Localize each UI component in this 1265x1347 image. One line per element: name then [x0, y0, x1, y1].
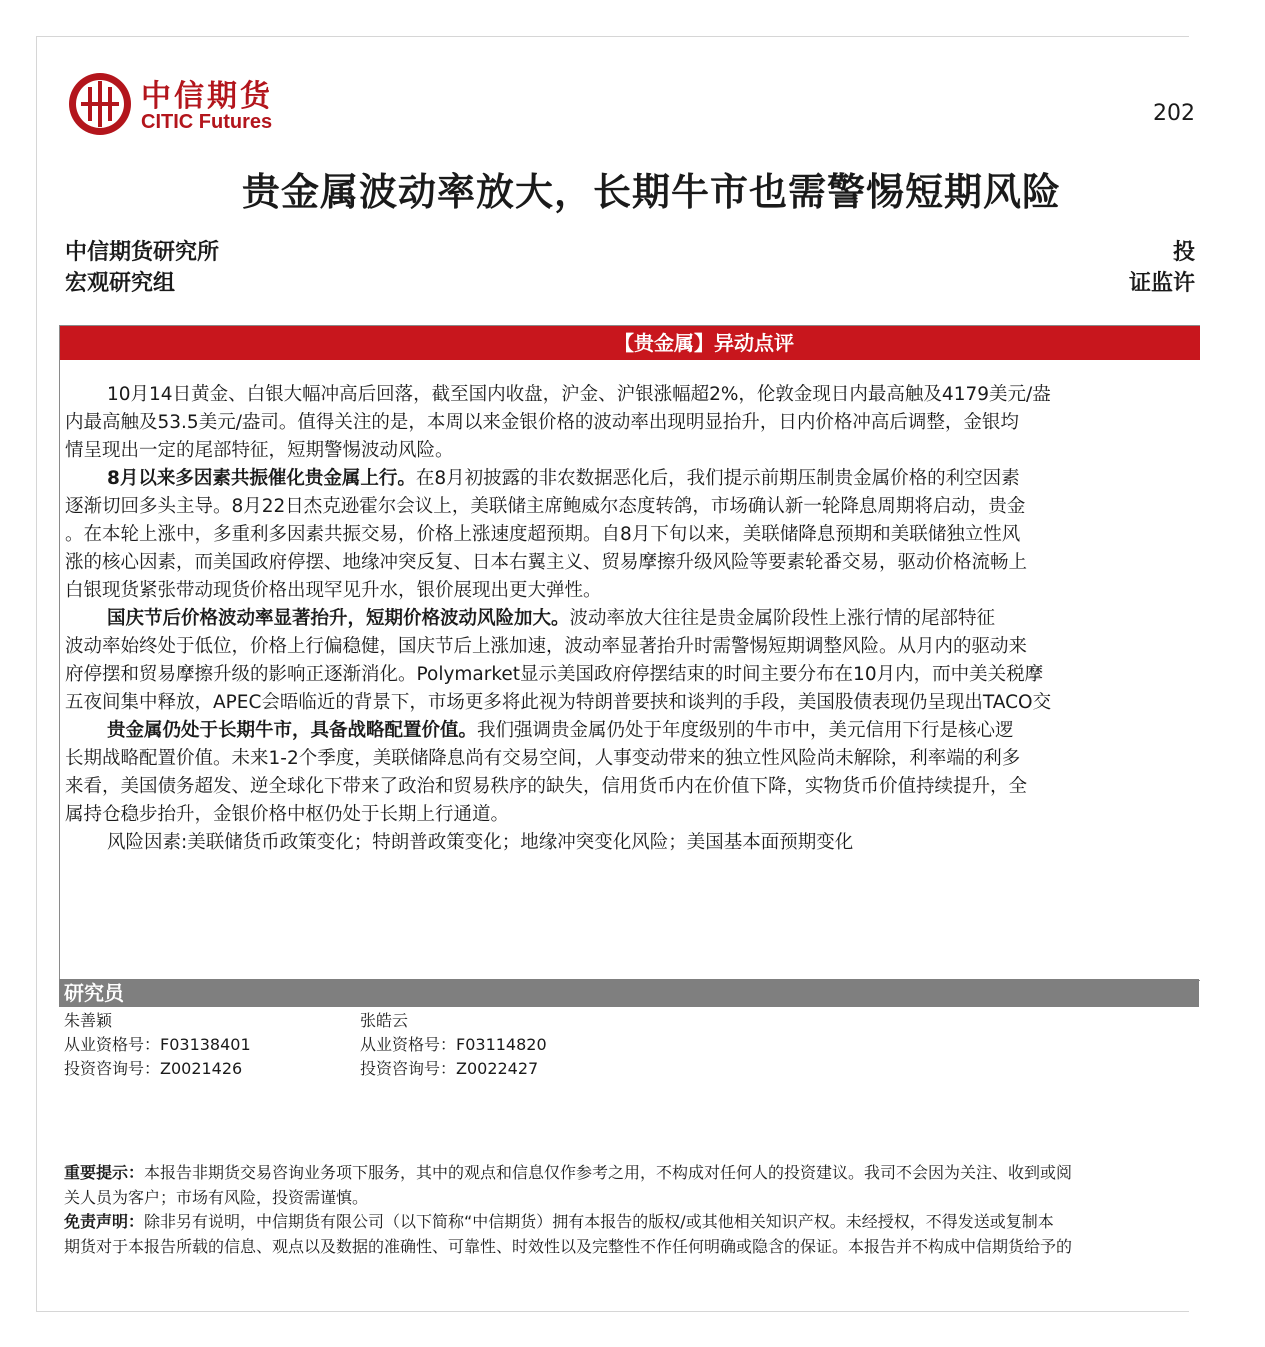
- researcher-qualification: 从业资格号：F03114820: [360, 1035, 547, 1054]
- important-notice-text: 本报告非期货交易咨询业务项下服务，其中的观点和信息仅作参考之用，不构成对任何人的投资建议。我司不会因为关注、收到或阅: [144, 1163, 1073, 1182]
- commentary-line: [65, 773, 1265, 801]
- commentary-line: [65, 661, 1265, 689]
- commentary-text: 逐渐切回多头主导。8月22日杰克逊霍尔会议上，美联储主席鲍威尔态度转鸽，市场确认新一轮降息周期将启动，贵金: [65, 496, 1026, 517]
- commentary-line: [65, 829, 1265, 857]
- commentary-line: [65, 633, 1265, 661]
- commentary-body: [65, 381, 1265, 857]
- commentary-heading-bar: [60, 326, 1200, 360]
- group-name: 宏观研究组: [65, 271, 176, 296]
- commentary-line: [65, 521, 1265, 549]
- institute-name: 中信期货研究所: [65, 240, 220, 265]
- brand-name-cn: 中信期货: [141, 79, 273, 114]
- paragraph-lead-heading: 国庆节后价格波动率显著抬升，短期价格波动风险加大。: [107, 608, 570, 629]
- commentary-text: 风险因素:美联储货币政策变化；特朗普政策变化；地缘冲突变化风险；美国基本面预期变化: [107, 832, 854, 853]
- commentary-line: [65, 689, 1265, 717]
- commentary-line: [65, 605, 1265, 633]
- commentary-text: 涨的核心因素，而美国政府停摆、地缘冲突反复、日本右翼主义、贸易摩擦升级风险等要素轮番交易，驱动价格流畅上: [65, 552, 1028, 573]
- commentary-line: [65, 577, 1265, 605]
- commentary-text: 属持仓稳步抬升，金银价格中枢仍处于长期上行通道。: [65, 804, 510, 825]
- citic-logo-icon: [67, 71, 133, 137]
- commentary-text: 波动率始终处于低位，价格上行偏稳健，国庆节后上涨加速，波动率显著抬升时需警惕短期调整风险。从月内的驱动来: [65, 636, 1028, 657]
- paragraph-lead-heading: 贵金属仍处于长期牛市，具备战略配置价值。: [107, 720, 478, 741]
- commentary-text: 白银现货紧张带动现货价格出现罕见升水，银价展现出更大弹性。: [65, 580, 602, 601]
- commentary-text: 来看，美国债务超发、逆全球化下带来了政治和贸易秩序的缺失，信用货币内在价值下降，实物货币价值持续提升，全: [65, 776, 1028, 797]
- paragraph-lead-heading: 8月以来多因素共振催化贵金属上行。: [107, 468, 416, 489]
- researcher-consult-number: 投资咨询号：Z0021426: [64, 1059, 243, 1078]
- commentary-line: [65, 801, 1265, 829]
- important-notice-label: 重要提示：: [64, 1163, 145, 1182]
- org-block: [65, 237, 219, 299]
- commentary-text: 五夜间集中释放，APEC会晤临近的背景下，市场更多将此视为特朗普要挟和谈判的手段，美国股债表现仍呈现出TACO交: [65, 692, 1052, 713]
- commentary-text: 情呈现出一定的尾部特征，短期警惕波动风险。: [65, 440, 454, 461]
- commentary-text: 。在本轮上涨中，多重利多因素共振交易，价格上涨速度超预期。自8月下旬以来，美联储降息预期和美联储独立性风: [65, 524, 1021, 545]
- brand-name-en: CITIC Futures: [141, 111, 273, 133]
- researcher-card: [64, 1009, 251, 1081]
- researcher-heading-bar: [59, 979, 1199, 1007]
- commentary-line: [65, 717, 1265, 745]
- commentary-text: 长期战略配置价值。未来1-2个季度，美联储降息尚有交易空间，人事变动带来的独立性风险尚未解除，利率端的利多: [65, 748, 1021, 769]
- researcher-card: [360, 1009, 547, 1081]
- important-notice-line: 关人员为客户；市场有风险，投资需谨慎。: [64, 1187, 369, 1207]
- notice-block: [64, 1161, 1072, 1259]
- report-title: 贵金属波动率放大，长期牛市也需警惕短期风险: [242, 170, 1062, 214]
- license-block: [1129, 237, 1195, 299]
- researcher-name: 朱善颖: [64, 1011, 113, 1030]
- commentary-text: 内最高触及53.5美元/盎司。值得关注的是，本周以来金银价格的波动率出现明显抬升，日内价格冲高后调整，金银均: [65, 412, 1019, 433]
- commentary-line: [65, 493, 1265, 521]
- license-line-1: 投: [1173, 240, 1196, 265]
- citic-futures-logo: [67, 71, 297, 137]
- report-page: [36, 36, 1196, 1312]
- commentary-line: [65, 745, 1265, 773]
- commentary-text: 10月14日黄金、白银大幅冲高后回落，截至国内收盘，沪金、沪银涨幅超2%，伦敦金现日内最高触及4179美元/盎: [107, 384, 1051, 405]
- researcher-name: 张皓云: [360, 1011, 409, 1030]
- researcher-qualification: 从业资格号：F03138401: [64, 1035, 251, 1054]
- commentary-line: [65, 465, 1265, 493]
- commentary-text: 府停摆和贸易摩擦升级的影响正逐渐消化。Polymarket显示美国政府停摆结束的时间主要分布在10月内，而中美关税摩: [65, 664, 1044, 685]
- commentary-text: 我们强调贵金属仍处于年度级别的牛市中，美元信用下行是核心逻: [477, 720, 1014, 741]
- commentary-line: [65, 381, 1265, 409]
- important-notice-line: [64, 1161, 1072, 1186]
- commentary-line: [65, 437, 1265, 465]
- disclaimer-text: 除非另有说明，中信期货有限公司（以下简称“中信期货）拥有本报告的版权/或其他相关知识产权。未经授权，不得发送或复制本: [144, 1212, 1054, 1231]
- commentary-line: [65, 409, 1265, 437]
- disclaimer-line: 期货对于本报告所载的信息、观点以及数据的准确性、可靠性、时效性以及完整性不作任何明确或隐含的保证。本报告并不构成中信期货给予的: [64, 1236, 1073, 1256]
- researcher-consult-number: 投资咨询号：Z0022427: [360, 1059, 539, 1078]
- commentary-text: 波动率放大往往是贵金属阶段性上涨行情的尾部特征: [569, 608, 996, 629]
- commentary-heading: 【贵金属】异动点评: [614, 331, 794, 355]
- disclaimer-label: 免责声明：: [64, 1212, 145, 1231]
- commentary-box: [59, 325, 1200, 981]
- report-date: 202: [1153, 101, 1195, 126]
- license-line-2: 证监许: [1129, 271, 1196, 296]
- commentary-line: [65, 549, 1265, 577]
- disclaimer-line: [64, 1210, 1072, 1235]
- commentary-text: 在8月初披露的非农数据恶化后，我们提示前期压制贵金属价格的利空因素: [415, 468, 1020, 489]
- researcher-heading: 研究员: [64, 981, 124, 1005]
